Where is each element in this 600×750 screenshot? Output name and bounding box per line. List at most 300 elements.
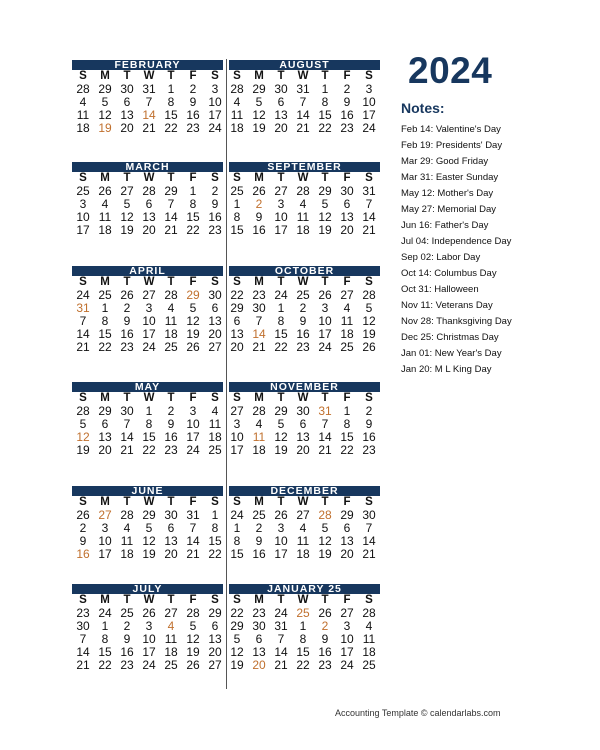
day-cell: 21 bbox=[252, 340, 266, 354]
day-cell: 4 bbox=[79, 95, 87, 109]
day-cell: 10 bbox=[274, 210, 288, 224]
day-cell: 1 bbox=[189, 184, 197, 198]
day-cell: 4 bbox=[299, 521, 307, 535]
day-cell: 24 bbox=[142, 658, 156, 672]
day-cell: 17 bbox=[230, 443, 244, 457]
day-cell: 24 bbox=[274, 606, 288, 620]
day-cell: 30 bbox=[164, 508, 178, 522]
week-row bbox=[226, 444, 380, 457]
day-cell: 23 bbox=[318, 658, 332, 672]
day-cell: 18 bbox=[362, 645, 376, 659]
day-cell: 3 bbox=[365, 82, 373, 96]
day-cell: 22 bbox=[318, 121, 332, 135]
day-cell: 3 bbox=[277, 521, 285, 535]
day-cell: 31 bbox=[186, 508, 200, 522]
day-cell: 2 bbox=[211, 184, 219, 198]
weekday-label: W bbox=[297, 172, 309, 184]
day-cell: 12 bbox=[252, 108, 266, 122]
weekday-label: T bbox=[321, 392, 329, 404]
day-cell: 12 bbox=[318, 534, 332, 548]
day-cell: 29 bbox=[164, 184, 178, 198]
weekday-label: T bbox=[167, 392, 175, 404]
day-cell: 5 bbox=[101, 95, 109, 109]
day-cell: 11 bbox=[230, 108, 244, 122]
note-item: Nov 28: Thanksgiving Day bbox=[401, 316, 512, 327]
day-cell: 20 bbox=[252, 658, 266, 672]
weekday-label: F bbox=[343, 70, 351, 82]
weekday-label: F bbox=[189, 70, 197, 82]
month-august bbox=[226, 59, 380, 135]
day-cell: 13 bbox=[252, 645, 266, 659]
day-cell: 22 bbox=[142, 443, 156, 457]
day-cell: 3 bbox=[101, 521, 109, 535]
month-september bbox=[226, 161, 380, 237]
week-row bbox=[226, 122, 380, 135]
day-cell: 30 bbox=[252, 301, 266, 315]
weekday-label: S bbox=[365, 392, 373, 404]
day-cell: 4 bbox=[167, 301, 175, 315]
day-cell: 16 bbox=[252, 223, 266, 237]
weekday-label: W bbox=[297, 276, 309, 288]
day-cell: 18 bbox=[252, 443, 266, 457]
day-cell: 7 bbox=[189, 521, 197, 535]
week-row bbox=[72, 224, 226, 237]
day-cell: 16 bbox=[296, 327, 310, 341]
day-cell: 5 bbox=[189, 301, 197, 315]
day-cell: 30 bbox=[274, 82, 288, 96]
weekday-label: S bbox=[365, 172, 373, 184]
day-cell: 17 bbox=[318, 327, 332, 341]
day-cell: 24 bbox=[142, 340, 156, 354]
weekday-label: T bbox=[167, 276, 175, 288]
day-cell: 19 bbox=[76, 443, 90, 457]
day-cell: 31 bbox=[362, 184, 376, 198]
day-cell: 25 bbox=[362, 658, 376, 672]
weekday-label: F bbox=[343, 496, 351, 508]
day-cell: 24 bbox=[186, 443, 200, 457]
day-cell: 4 bbox=[123, 521, 131, 535]
day-cell: 11 bbox=[362, 632, 376, 646]
day-cell: 19 bbox=[142, 547, 156, 561]
day-cell: 20 bbox=[340, 223, 354, 237]
year-title: 2024 bbox=[408, 50, 493, 91]
weekday-label: T bbox=[167, 70, 175, 82]
day-cell: 15 bbox=[230, 547, 244, 561]
day-cell: 6 bbox=[101, 417, 109, 431]
day-cell: 6 bbox=[343, 521, 351, 535]
day-cell: 16 bbox=[186, 108, 200, 122]
month-november bbox=[226, 381, 380, 457]
day-cell: 4 bbox=[101, 197, 109, 211]
day-cell: 22 bbox=[230, 288, 244, 302]
day-cell: 9 bbox=[343, 95, 351, 109]
day-cell: 7 bbox=[255, 314, 263, 328]
month-header: MAY bbox=[72, 382, 223, 392]
day-cell: 15 bbox=[274, 327, 288, 341]
day-cell: 9 bbox=[255, 210, 263, 224]
day-cell: 10 bbox=[142, 632, 156, 646]
day-cell: 14 bbox=[142, 108, 156, 122]
day-cell: 25 bbox=[340, 340, 354, 354]
weekday-label: F bbox=[189, 594, 197, 606]
day-cell: 27 bbox=[208, 658, 222, 672]
day-cell: 13 bbox=[296, 430, 310, 444]
weekday-label: T bbox=[277, 276, 285, 288]
weekday-label: S bbox=[233, 392, 241, 404]
day-cell: 7 bbox=[321, 417, 329, 431]
day-cell: 12 bbox=[142, 534, 156, 548]
day-cell: 27 bbox=[164, 606, 178, 620]
day-cell: 26 bbox=[120, 288, 134, 302]
day-cell: 29 bbox=[274, 404, 288, 418]
day-cell: 11 bbox=[340, 314, 354, 328]
day-cell: 30 bbox=[208, 288, 222, 302]
day-cell: 28 bbox=[76, 82, 90, 96]
day-cell: 16 bbox=[164, 430, 178, 444]
weekday-label: T bbox=[123, 70, 131, 82]
day-cell: 18 bbox=[98, 223, 112, 237]
day-cell: 17 bbox=[274, 223, 288, 237]
day-cell: 9 bbox=[211, 197, 219, 211]
day-cell: 26 bbox=[318, 288, 332, 302]
day-cell: 15 bbox=[164, 108, 178, 122]
day-cell: 20 bbox=[208, 327, 222, 341]
day-cell: 22 bbox=[274, 340, 288, 354]
day-cell: 12 bbox=[186, 632, 200, 646]
weekday-label: W bbox=[143, 70, 155, 82]
day-cell: 17 bbox=[186, 430, 200, 444]
month-february bbox=[72, 59, 226, 135]
day-cell: 18 bbox=[296, 223, 310, 237]
day-cell: 8 bbox=[299, 632, 307, 646]
day-cell: 8 bbox=[145, 417, 153, 431]
weekday-label: M bbox=[100, 276, 110, 288]
day-cell: 15 bbox=[98, 645, 112, 659]
weekday-label: W bbox=[297, 594, 309, 606]
weekday-label: S bbox=[79, 594, 87, 606]
weekday-label: M bbox=[100, 594, 110, 606]
day-cell: 2 bbox=[365, 404, 373, 418]
day-cell: 3 bbox=[233, 417, 241, 431]
day-cell: 19 bbox=[274, 443, 288, 457]
day-cell: 11 bbox=[76, 108, 90, 122]
day-cell: 1 bbox=[101, 619, 109, 633]
day-cell: 26 bbox=[318, 606, 332, 620]
day-cell: 28 bbox=[164, 288, 178, 302]
weekday-label: F bbox=[189, 392, 197, 404]
day-cell: 8 bbox=[167, 95, 175, 109]
day-cell: 4 bbox=[167, 619, 175, 633]
month-header: OCTOBER bbox=[229, 266, 380, 276]
day-cell: 2 bbox=[255, 197, 263, 211]
note-item: Jan 20: M L King Day bbox=[401, 364, 492, 375]
weekday-label: W bbox=[297, 392, 309, 404]
day-cell: 5 bbox=[189, 619, 197, 633]
weekday-label: T bbox=[277, 70, 285, 82]
day-cell: 30 bbox=[362, 508, 376, 522]
day-cell: 9 bbox=[123, 314, 131, 328]
day-cell: 27 bbox=[120, 184, 134, 198]
day-cell: 6 bbox=[167, 521, 175, 535]
day-cell: 3 bbox=[145, 619, 153, 633]
day-cell: 26 bbox=[98, 184, 112, 198]
day-cell: 20 bbox=[296, 443, 310, 457]
weekday-label: S bbox=[365, 70, 373, 82]
day-cell: 21 bbox=[186, 547, 200, 561]
day-cell: 15 bbox=[98, 327, 112, 341]
day-cell: 11 bbox=[164, 314, 178, 328]
day-cell: 4 bbox=[211, 404, 219, 418]
day-cell: 19 bbox=[98, 121, 112, 135]
day-cell: 20 bbox=[98, 443, 112, 457]
month-july bbox=[72, 583, 226, 672]
day-cell: 28 bbox=[252, 404, 266, 418]
weekday-label: M bbox=[100, 392, 110, 404]
weekday-label: M bbox=[100, 172, 110, 184]
day-cell: 18 bbox=[120, 547, 134, 561]
day-cell: 21 bbox=[318, 443, 332, 457]
day-cell: 5 bbox=[321, 197, 329, 211]
day-cell: 5 bbox=[79, 417, 87, 431]
day-cell: 28 bbox=[120, 508, 134, 522]
day-cell: 8 bbox=[277, 314, 285, 328]
note-item: Jan 01: New Year's Day bbox=[401, 348, 502, 359]
day-cell: 24 bbox=[76, 288, 90, 302]
day-cell: 13 bbox=[340, 210, 354, 224]
day-cell: 9 bbox=[255, 534, 263, 548]
weekday-label: S bbox=[211, 70, 219, 82]
day-cell: 15 bbox=[340, 430, 354, 444]
day-cell: 2 bbox=[321, 619, 329, 633]
weekday-label: S bbox=[79, 70, 87, 82]
day-cell: 11 bbox=[208, 417, 222, 431]
day-cell: 21 bbox=[362, 223, 376, 237]
day-cell: 25 bbox=[296, 606, 310, 620]
day-cell: 28 bbox=[362, 606, 376, 620]
day-cell: 22 bbox=[98, 658, 112, 672]
day-cell: 23 bbox=[362, 443, 376, 457]
day-cell: 20 bbox=[120, 121, 134, 135]
month-header: DECEMBER bbox=[229, 486, 380, 496]
day-cell: 21 bbox=[296, 121, 310, 135]
day-cell: 20 bbox=[142, 223, 156, 237]
week-row bbox=[226, 341, 380, 354]
day-cell: 23 bbox=[164, 443, 178, 457]
day-cell: 23 bbox=[296, 340, 310, 354]
day-cell: 25 bbox=[252, 508, 266, 522]
week-row bbox=[72, 548, 226, 561]
day-cell: 1 bbox=[321, 82, 329, 96]
day-cell: 7 bbox=[123, 417, 131, 431]
day-cell: 6 bbox=[233, 314, 241, 328]
day-cell: 15 bbox=[296, 645, 310, 659]
day-cell: 15 bbox=[230, 223, 244, 237]
month-header: MARCH bbox=[72, 162, 223, 172]
day-cell: 6 bbox=[211, 619, 219, 633]
day-cell: 23 bbox=[120, 340, 134, 354]
day-cell: 14 bbox=[362, 210, 376, 224]
weekday-label: F bbox=[343, 276, 351, 288]
weekday-label: W bbox=[143, 172, 155, 184]
day-cell: 17 bbox=[98, 547, 112, 561]
day-cell: 30 bbox=[120, 404, 134, 418]
day-cell: 23 bbox=[252, 288, 266, 302]
day-cell: 28 bbox=[230, 82, 244, 96]
day-cell: 17 bbox=[142, 327, 156, 341]
weekday-label: S bbox=[79, 172, 87, 184]
day-cell: 22 bbox=[208, 547, 222, 561]
note-item: Feb 14: Valentine's Day bbox=[401, 124, 501, 135]
day-cell: 5 bbox=[233, 632, 241, 646]
day-cell: 8 bbox=[211, 521, 219, 535]
day-cell: 2 bbox=[123, 301, 131, 315]
day-cell: 6 bbox=[145, 197, 153, 211]
weekday-label: S bbox=[365, 594, 373, 606]
day-cell: 14 bbox=[120, 430, 134, 444]
day-cell: 8 bbox=[343, 417, 351, 431]
day-cell: 7 bbox=[299, 95, 307, 109]
day-cell: 1 bbox=[101, 301, 109, 315]
note-item: Dec 25: Christmas Day bbox=[401, 332, 499, 343]
weekday-label: M bbox=[100, 496, 110, 508]
day-cell: 4 bbox=[343, 301, 351, 315]
month-january-25 bbox=[226, 583, 380, 672]
weekday-label: W bbox=[143, 276, 155, 288]
day-cell: 27 bbox=[340, 606, 354, 620]
day-cell: 16 bbox=[120, 645, 134, 659]
weekday-label: T bbox=[321, 172, 329, 184]
day-cell: 20 bbox=[208, 645, 222, 659]
day-cell: 29 bbox=[142, 508, 156, 522]
day-cell: 29 bbox=[230, 619, 244, 633]
day-cell: 26 bbox=[186, 340, 200, 354]
day-cell: 2 bbox=[343, 82, 351, 96]
weekday-label: S bbox=[211, 276, 219, 288]
day-cell: 30 bbox=[120, 82, 134, 96]
day-cell: 27 bbox=[340, 288, 354, 302]
weekday-label: M bbox=[100, 70, 110, 82]
weekday-label: S bbox=[211, 594, 219, 606]
weekday-label: S bbox=[79, 276, 87, 288]
day-cell: 25 bbox=[120, 606, 134, 620]
month-header: AUGUST bbox=[229, 60, 380, 70]
month-march bbox=[72, 161, 226, 237]
day-cell: 28 bbox=[296, 184, 310, 198]
day-cell: 5 bbox=[365, 301, 373, 315]
day-cell: 16 bbox=[76, 547, 90, 561]
day-cell: 24 bbox=[274, 288, 288, 302]
week-row bbox=[72, 659, 226, 672]
weekday-label: M bbox=[254, 496, 264, 508]
day-cell: 23 bbox=[120, 658, 134, 672]
day-cell: 21 bbox=[120, 443, 134, 457]
day-cell: 11 bbox=[296, 534, 310, 548]
note-item: Mar 29: Good Friday bbox=[401, 156, 489, 167]
day-cell: 11 bbox=[120, 534, 134, 548]
month-header: JUNE bbox=[72, 486, 223, 496]
weekday-label: T bbox=[123, 172, 131, 184]
day-cell: 27 bbox=[296, 508, 310, 522]
day-cell: 26 bbox=[274, 508, 288, 522]
weekday-label: S bbox=[233, 172, 241, 184]
day-cell: 8 bbox=[233, 534, 241, 548]
day-cell: 12 bbox=[76, 430, 90, 444]
day-cell: 13 bbox=[230, 327, 244, 341]
day-cell: 11 bbox=[164, 632, 178, 646]
week-row bbox=[226, 224, 380, 237]
day-cell: 30 bbox=[252, 619, 266, 633]
day-cell: 3 bbox=[79, 197, 87, 211]
day-cell: 16 bbox=[252, 547, 266, 561]
day-cell: 25 bbox=[164, 658, 178, 672]
day-cell: 30 bbox=[76, 619, 90, 633]
day-cell: 19 bbox=[230, 658, 244, 672]
day-cell: 19 bbox=[186, 645, 200, 659]
day-cell: 3 bbox=[145, 301, 153, 315]
day-cell: 31 bbox=[142, 82, 156, 96]
day-cell: 2 bbox=[167, 404, 175, 418]
weekday-label: T bbox=[167, 594, 175, 606]
day-cell: 13 bbox=[274, 108, 288, 122]
day-cell: 19 bbox=[318, 547, 332, 561]
weekday-label: T bbox=[321, 276, 329, 288]
weekday-label: S bbox=[79, 392, 87, 404]
day-cell: 4 bbox=[299, 197, 307, 211]
day-cell: 23 bbox=[186, 121, 200, 135]
day-cell: 1 bbox=[167, 82, 175, 96]
day-cell: 29 bbox=[252, 82, 266, 96]
calendar-grid bbox=[72, 59, 380, 689]
day-cell: 23 bbox=[76, 606, 90, 620]
day-cell: 9 bbox=[123, 632, 131, 646]
day-cell: 29 bbox=[98, 404, 112, 418]
day-cell: 14 bbox=[164, 210, 178, 224]
day-cell: 24 bbox=[318, 340, 332, 354]
day-cell: 6 bbox=[299, 417, 307, 431]
day-cell: 7 bbox=[79, 314, 87, 328]
day-cell: 19 bbox=[186, 327, 200, 341]
day-cell: 18 bbox=[76, 121, 90, 135]
day-cell: 26 bbox=[142, 606, 156, 620]
weekday-label: S bbox=[211, 392, 219, 404]
day-cell: 4 bbox=[233, 95, 241, 109]
note-item: Sep 02: Labor Day bbox=[401, 252, 481, 263]
day-cell: 31 bbox=[296, 82, 310, 96]
day-cell: 29 bbox=[230, 301, 244, 315]
weekday-label: W bbox=[143, 496, 155, 508]
day-cell: 20 bbox=[274, 121, 288, 135]
day-cell: 13 bbox=[120, 108, 134, 122]
weekday-label: S bbox=[365, 496, 373, 508]
month-header: SEPTEMBER bbox=[229, 162, 380, 172]
day-cell: 11 bbox=[296, 210, 310, 224]
day-cell: 1 bbox=[145, 404, 153, 418]
day-cell: 13 bbox=[208, 314, 222, 328]
day-cell: 14 bbox=[318, 430, 332, 444]
weekday-label: F bbox=[189, 276, 197, 288]
day-cell: 24 bbox=[362, 121, 376, 135]
day-cell: 10 bbox=[230, 430, 244, 444]
notes-title: Notes: bbox=[401, 100, 445, 116]
day-cell: 9 bbox=[79, 534, 87, 548]
day-cell: 7 bbox=[277, 632, 285, 646]
day-cell: 5 bbox=[123, 197, 131, 211]
day-cell: 10 bbox=[98, 534, 112, 548]
weekday-label: F bbox=[189, 496, 197, 508]
week-row bbox=[72, 341, 226, 354]
day-cell: 10 bbox=[362, 95, 376, 109]
day-cell: 18 bbox=[208, 430, 222, 444]
